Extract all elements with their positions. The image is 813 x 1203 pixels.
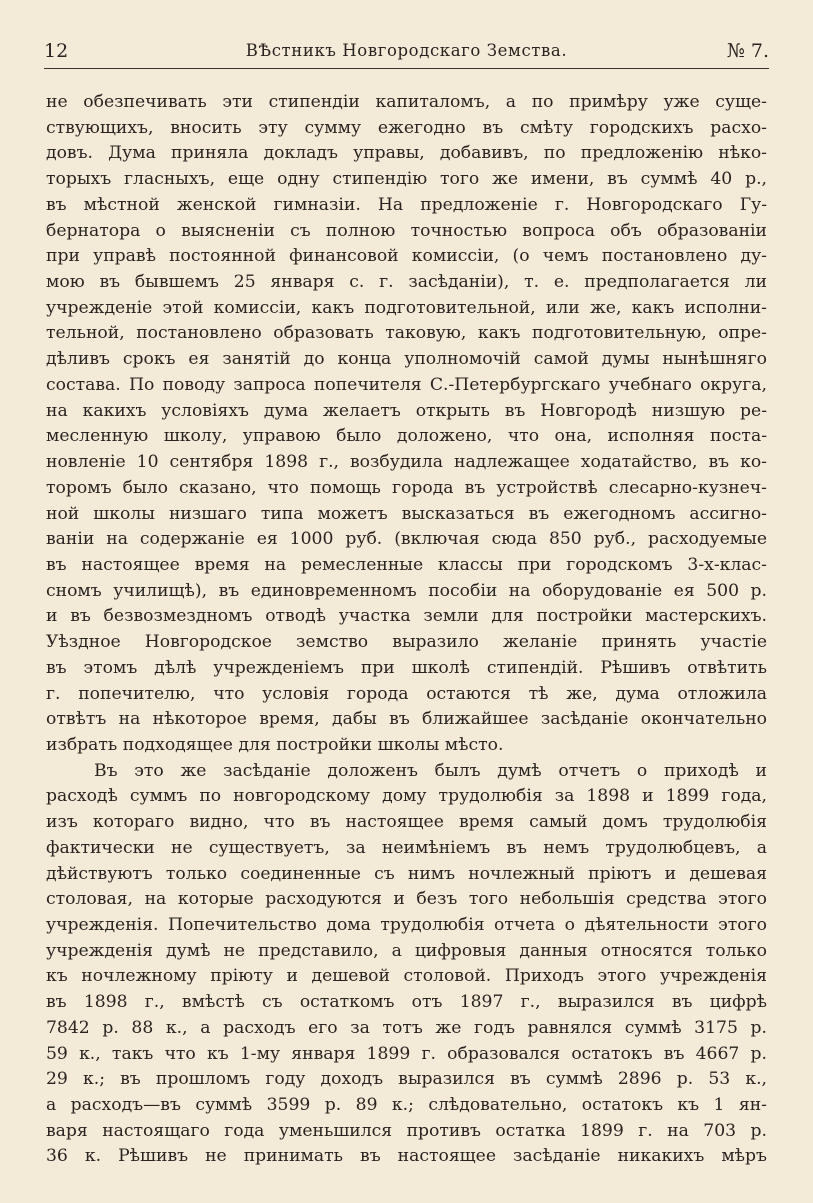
text-line: 36 к. Рѣшивъ не принимать въ настоящее засѣданіе никакихъ мѣръ xyxy=(46,1146,767,1167)
text-line: состава. По поводу запроса попечителя С.-Петербургскаго учебнаго округа, xyxy=(46,374,767,395)
text-line: учрежденія думѣ не представило, а цифровыя данныя относятся только xyxy=(46,940,767,961)
text-line: г. попечителю, что условія города остаются тѣ же, дума отложила xyxy=(46,683,767,704)
text-line: 29 к.; въ прошломъ году доходъ выразился въ суммѣ 2896 р. 53 к., xyxy=(46,1069,767,1090)
text-line: учрежденіе этой комиссіи, какъ подготовительной, или же, какъ исполни- xyxy=(46,297,767,318)
text-line: 59 к., такъ что къ 1-му января 1899 г. образовался остатокъ въ 4667 р. xyxy=(46,1043,767,1064)
page-number: 12 xyxy=(44,40,69,62)
text-line: новленіе 10 сентября 1898 г., возбудила надлежащее ходатайство, въ ко- xyxy=(46,452,767,473)
text-line: при управѣ постоянной финансовой комиссіи, (о чемъ постановлено ду- xyxy=(46,246,767,267)
text-line: месленную школу, управою было доложено, что она, исполняя поста- xyxy=(46,426,767,447)
text-line: отвѣтъ на нѣкоторое время, дабы въ ближайшее засѣданіе окончательно xyxy=(46,709,767,730)
text-line: избрать подходящее для постройки школы мѣсто. xyxy=(46,734,504,755)
text-line: въ мѣстной женской гимназіи. На предложеніе г. Новгородскаго Гу- xyxy=(46,194,767,215)
issue-number: № 7. xyxy=(726,40,769,62)
text-line: 7842 р. 88 к., а расходъ его за тотъ же годъ равнялся суммѣ 3175 р. xyxy=(46,1017,767,1038)
text-line: расходѣ суммъ по новгородскому дому трудолюбія за 1898 и 1899 года, xyxy=(46,786,767,807)
text-line: торыхъ гласныхъ, еще одну стипендію того же имени, въ суммѣ 40 р., xyxy=(46,169,767,190)
text-line: бернатора о выясненіи съ полною точностью вопроса объ образованіи xyxy=(46,220,767,241)
text-line: сномъ училищѣ), въ единовременномъ пособіи на оборудованіе ея 500 р. xyxy=(46,580,767,601)
running-header xyxy=(44,36,769,69)
text-line: въ этомъ дѣлѣ учрежденіемъ при школѣ стипендій. Рѣшивъ отвѣтить xyxy=(46,657,767,678)
text-line: ваніи на содержаніе ея 1000 руб. (включая сюда 850 руб., расходуемые xyxy=(46,529,767,550)
text-line: фактически не существуетъ, за неимѣніемъ въ немъ трудолюбцевъ, а xyxy=(46,837,767,858)
text-line: къ ночлежному пріюту и дешевой столовой. Приходъ этого учрежденія xyxy=(46,966,767,987)
text-line: тельной, постановлено образовать таковую, какъ подготовительную, опре- xyxy=(46,323,767,344)
text-line: ствующихъ, вносить эту сумму ежегодно въ смѣту городскихъ расхо- xyxy=(46,117,767,138)
text-line: въ 1898 г., вмѣстѣ съ остаткомъ отъ 1897 г., выразился въ цифрѣ xyxy=(46,992,767,1013)
text-line: Уѣздное Новгородское земство выразило желаніе принять участіе xyxy=(46,632,767,653)
text-line: и въ безвозмездномъ отводѣ участка земли для постройки мастерскихъ. xyxy=(46,606,767,627)
text-line: изъ котораго видно, что въ настоящее время самый домъ трудолюбія xyxy=(46,812,767,833)
text-line: а расходъ—въ суммѣ 3599 р. 89 к.; слѣдовательно, остатокъ къ 1 ян- xyxy=(46,1095,767,1116)
text-line: мою въ бывшемъ 25 января с. г. засѣданіи), т. е. предполагается ли xyxy=(46,272,767,293)
body-text xyxy=(46,90,767,1170)
text-line: Въ это же засѣданіе доложенъ былъ думѣ отчетъ о приходѣ и xyxy=(94,760,767,781)
text-line: торомъ было сказано, что помощь города въ устройствѣ слесарно-кузнеч- xyxy=(46,477,767,498)
text-line: столовая, на которые расходуются и безъ того небольшія средства этого xyxy=(46,889,767,910)
text-line: дѣливъ срокъ ея занятій до конца уполномочій самой думы нынѣшняго xyxy=(46,349,767,370)
journal-title: ВѢстникъ Новгородскаго Земства. xyxy=(245,41,568,60)
text-line: не обезпечивать эти стипендіи капиталомъ, а по примѣру уже суще- xyxy=(46,92,767,112)
text-line: учрежденія. Попечительство дома трудолюбія отчета о дѣятельности этого xyxy=(46,915,767,935)
text-line: дѣйствуютъ только соединенные съ нимъ ночлежный пріютъ и дешевая xyxy=(46,863,767,884)
text-line: на какихъ условіяхъ дума желаетъ открыть въ Новгородѣ низшую ре- xyxy=(46,400,767,421)
text-line: въ настоящее время на ремесленные классы при городскомъ 3-х-клас- xyxy=(46,554,767,575)
text-line: варя настоящаго года уменьшился противъ остатка 1899 г. на 703 р. xyxy=(46,1120,767,1141)
text-line: ной школы низшаго типа можетъ высказаться въ ежегодномъ ассигно- xyxy=(46,503,767,524)
text-line: довъ. Дума приняла докладъ управы, добавивъ, по предложенію нѣко- xyxy=(46,143,767,164)
